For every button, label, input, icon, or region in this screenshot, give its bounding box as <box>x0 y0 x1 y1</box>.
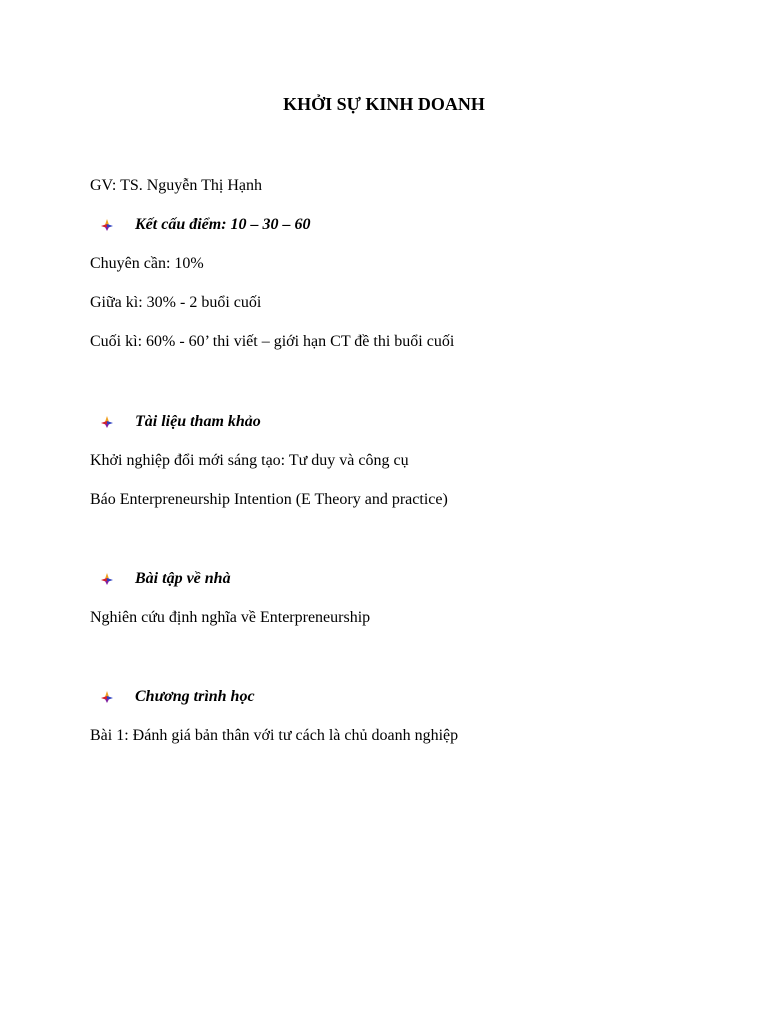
section-heading-references <box>100 412 261 432</box>
section-heading-homework <box>100 569 231 589</box>
homework-line: Nghiên cứu định nghĩa về Enterpreneurship <box>90 609 371 626</box>
grading-line: Cuối kì: 60% - 60’ thi viết – giới hạn CT đề thi buổi cuối <box>90 333 455 350</box>
bullet-diamond-icon <box>100 572 114 586</box>
document-title: KHỞI SỰ KINH DOANH <box>283 94 485 114</box>
section-heading-text: Chương trình học <box>135 688 255 705</box>
bullet-diamond-icon <box>100 415 114 429</box>
grading-line: Chuyên cần: 10% <box>90 255 204 272</box>
section-heading-text: Bài tập về nhà <box>135 570 231 587</box>
section-heading-text: Kết cấu điểm: 10 – 30 – 60 <box>135 216 311 233</box>
reference-line: Báo Enterpreneurship Intention (E Theory and practice) <box>90 491 448 508</box>
reference-line: Khởi nghiệp đổi mới sáng tạo: Tư duy và công cụ <box>90 452 409 469</box>
lecturer-line: GV: TS. Nguyễn Thị Hạnh <box>90 177 262 194</box>
section-heading-text: Tài liệu tham khảo <box>135 413 261 430</box>
bullet-diamond-icon <box>100 690 114 704</box>
bullet-diamond-icon <box>100 218 114 232</box>
grading-line: Giữa kì: 30% - 2 buổi cuối <box>90 294 262 311</box>
section-heading-curriculum <box>100 687 255 707</box>
section-heading-grading <box>100 215 311 235</box>
curriculum-line: Bài 1: Đánh giá bản thân với tư cách là chủ doanh nghiệp <box>90 727 459 744</box>
